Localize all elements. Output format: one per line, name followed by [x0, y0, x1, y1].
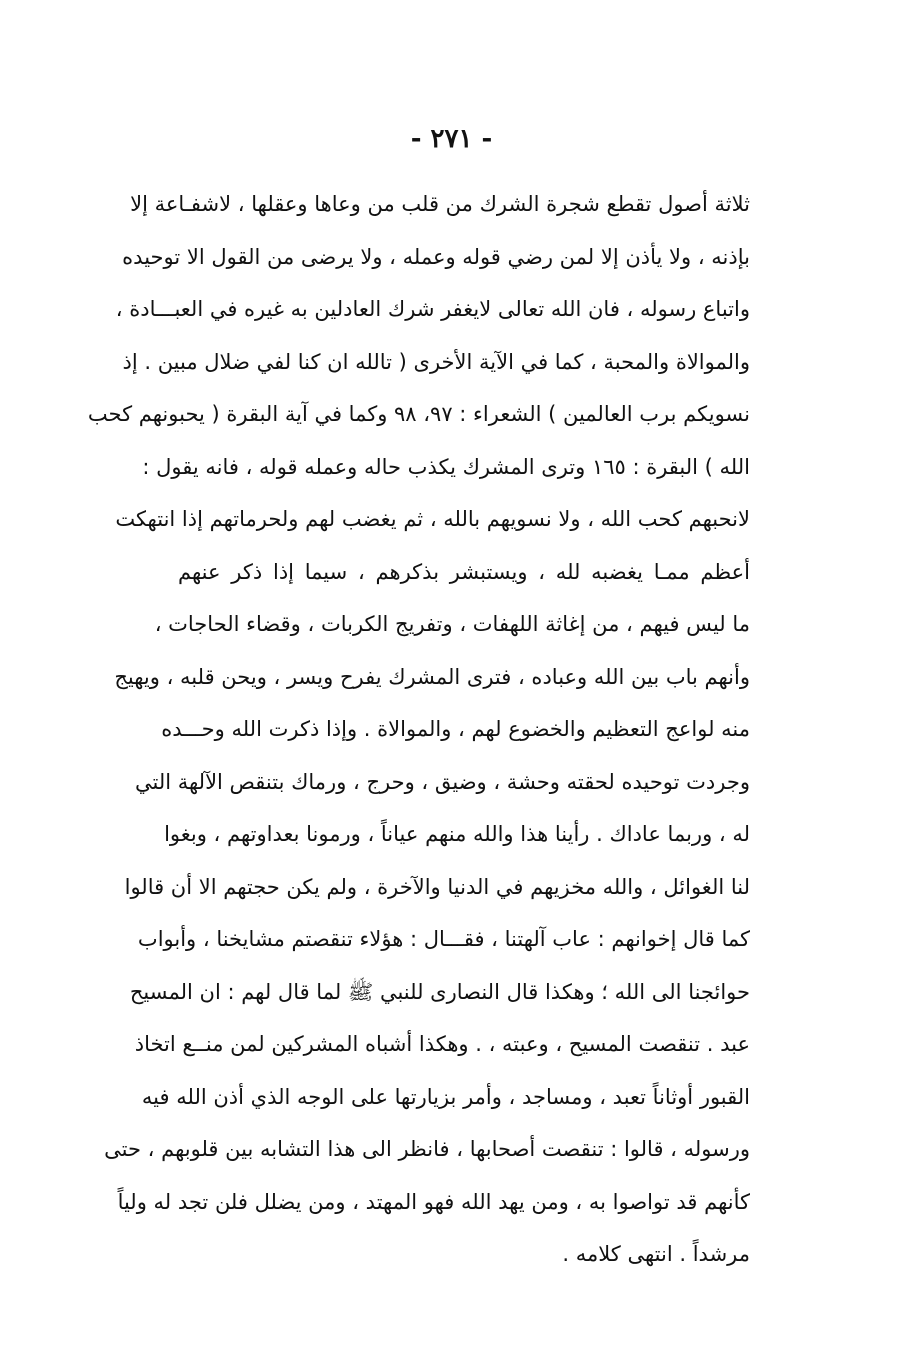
text-line: ثلاثة أصول تقطع شجرة الشرك من قلب من وعاها وعقلها ، لاشفـاعة إلا	[130, 192, 750, 216]
text-line: لنا الغوائل ، والله مخزيهم في الدنيا والآخرة ، ولم يكن حجتهم الا أن قالوا	[124, 874, 750, 899]
text-line: والموالاة والمحبة ، كما في الآية الأخرى ( تالله ان كنا لفي ضلال مبين . إذ	[122, 349, 750, 374]
text-line: أعظم ممـا يغضبه لله ، ويستبشر بذكرهم ، سيما إذا ذكر عنهم	[178, 559, 750, 584]
text-line: عبد . تنقصت المسيح ، وعبته ، . وهكذا أشباه المشركين لمن منــع اتخاذ	[134, 1032, 750, 1056]
body-text	[87, 178, 750, 1281]
text-line: بإذنه ، ولا يأذن إلا لمن رضي قوله وعمله ، ولا يرضى من القول الا توحيده	[122, 244, 750, 269]
text-line: كأنهم قد تواصوا به ، ومن يهد الله فهو المهتد ، ومن يضلل فلن تجد له ولياً	[117, 1189, 750, 1214]
text-line: ما ليس فيهم ، من إغاثة اللهفات ، وتفريج الكربات ، وقضاء الحاجات ،	[154, 612, 750, 636]
text-line: واتباع رسوله ، فان الله تعالى لايغفر شرك العادلين به غيره في العبـــادة ،	[115, 297, 750, 321]
text-line: وأنهم باب بين الله وعباده ، فترى المشرك يفرح ويسر ، ويحن قلبه ، ويهيج	[114, 664, 750, 689]
text-line: الله ) البقرة : ١٦٥ وترى المشرك يكذب حاله وعمله قوله ، فانه يقول :	[142, 454, 750, 479]
text-line: نسويكم برب العالمين ) الشعراء : ٩٧، ٩٨ وكما في آية البقرة ( يحبونهم كحب	[87, 402, 750, 426]
text-line: حوائجنا الى الله ؛ وهكذا قال النصارى للنبي ﷺ لما قال لهم : ان المسيح	[129, 979, 750, 1004]
text-line: لانحبهم كحب الله ، ولا نسويهم بالله ، ثم يغضب لهم ولحرماتهم إذا انتهكت	[115, 507, 750, 531]
text-line: ورسوله ، قالوا : تنقصت أصحابها ، فانظر الى هذا التشابه بين قلوبهم ، حتى	[104, 1137, 750, 1161]
text-line: مرشداً . انتهى كلامه .	[562, 1242, 750, 1266]
text-line: كما قال إخوانهم : عاب آلهتنا ، فقـــال : هؤلاء تنقصتم مشايخنا ، وأبواب	[137, 927, 750, 951]
text-line: له ، وربما عاداك . رأينا هذا والله منهم عياناً ، ورمونا بعداوتهم ، وبغوا	[164, 822, 750, 846]
text-line: وجردت توحيده لحقته وحشة ، وضيق ، وحرج ، ورماك بتنقص الآلهة التي	[134, 769, 750, 794]
text-line: القبور أوثاناً تعبد ، ومساجد ، وأمر بزيارتها على الوجه الذي أذن الله فيه	[141, 1084, 750, 1109]
text-line: منه لواعج التعظيم والخضوع لهم ، والموالاة . وإذا ذكرت الله وحـــده	[161, 717, 750, 741]
page-number: - ٢٧١ -	[410, 124, 493, 154]
